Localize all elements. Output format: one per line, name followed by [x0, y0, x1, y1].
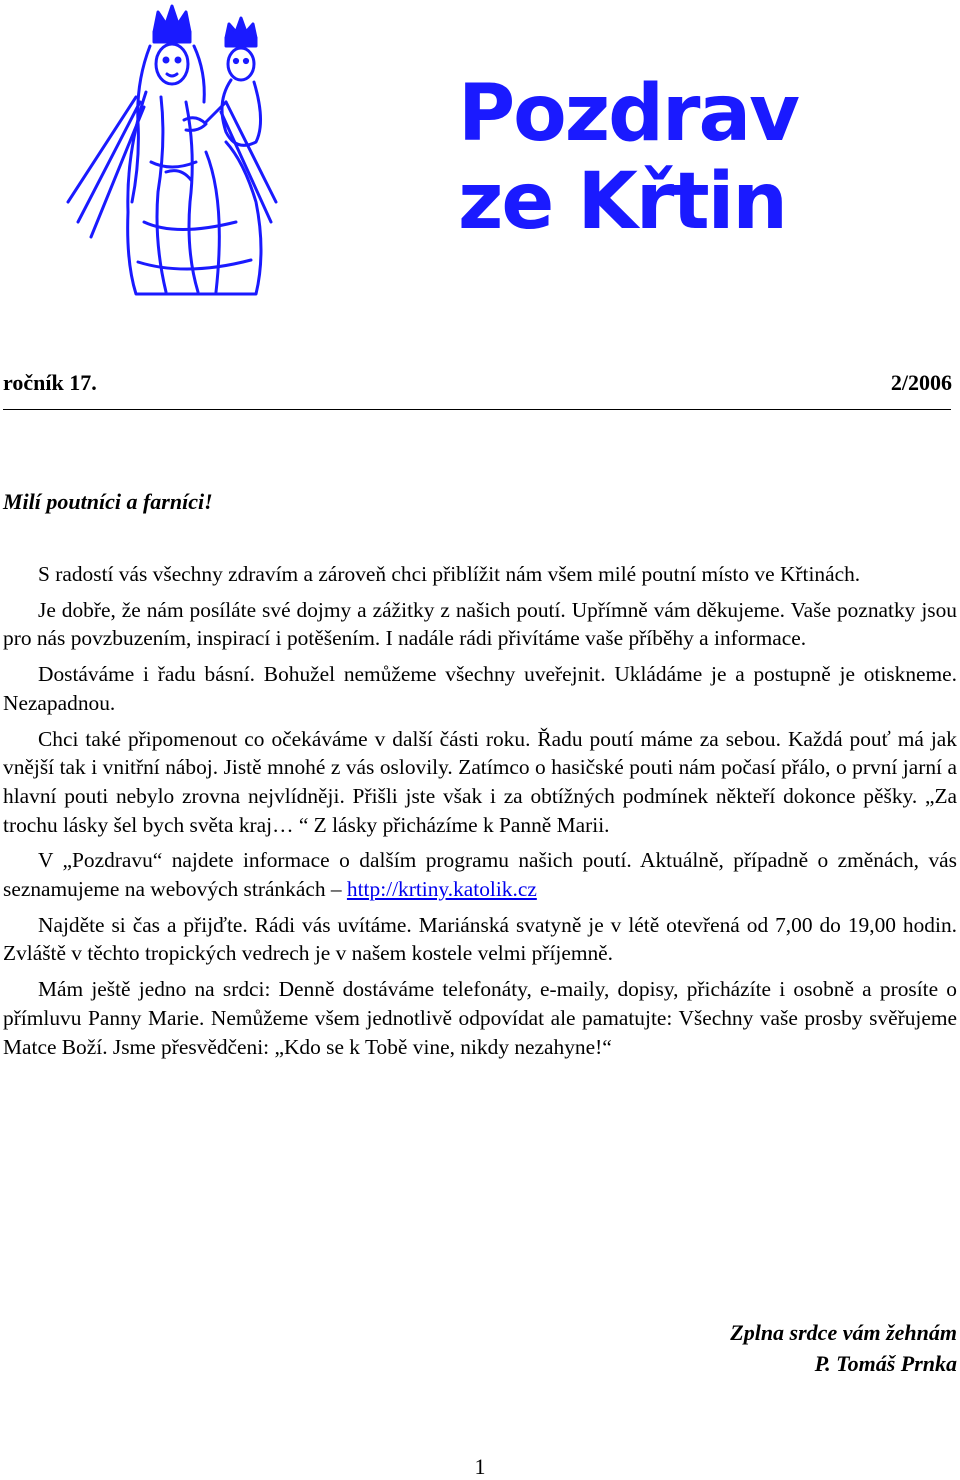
issue-volume: ročník 17.: [3, 370, 97, 395]
madonna-with-child-icon: [66, 2, 278, 300]
title-line-1: Pozdrav: [458, 69, 798, 159]
issue-number: 2/2006: [890, 370, 952, 395]
paragraph-7: Mám ještě jedno na srdci: Denně dostáváme telefonáty, e-maily, dopisy, přicházíte i osobně a prosíte o přímluvu Panny Marie. Nemůžeme všem jednotlivě odpovídat ale pamatujte: Všechny vaše prosby svěřujeme Matce Boží. Jsme přesvědčeni: „Kdo se k Tobě vine, nikdy nezahyne!“: [3, 977, 957, 1059]
paragraph-5-text: V „Pozdravu“ najdete informace o dalším programu našich poutí. Aktuálně, případně o změnách, vás seznamujeme na webových stránkách –: [3, 848, 957, 902]
paragraph-6: Najděte si čas a přijďte. Rádi vás uvítáme. Mariánská svatyně je v létě otevřená od 7,00 do 19,00 hodin. Zvláště v těchto tropických vedrech je v našem kostele velmi příjemně.: [3, 912, 957, 966]
website-link[interactable]: http://krtiny.katolik.cz: [346, 877, 537, 902]
paragraph-4: Chci také připomenout co očekáváme v další části roku. Řadu poutí máme za sebou. Každá pouť má jak vnější tak i vnitřní náboj. Jistě mnohé z vás oslovily. Zatímco o hasičské pouti nám počasí přálo, o první jarní a hlavní pouti nebylo zrovna nejvlídněji. Přišli jste však i za obtížných podmínek někteří dokonce pěšky. „Za trochu lásky šel bych světa kraj… “ Z lásky přicházíme k Panně Marii.: [3, 726, 957, 837]
paragraph-1: S radostí vás všechny zdravím a zároveň chci přiblížit nám všem milé poutní místo ve Křtinách.: [38, 562, 861, 586]
paragraph-2: Je dobře, že nám posíláte své dojmy a zážitky z našich poutí. Upřímně vám děkujeme. Vaše poznatky jsou pro nás povzbuzením, inspirací i potěšením. I nadále rádi přivítáme vaše příběhy a informace.: [3, 597, 957, 651]
paragraph-3: Dostáváme i řadu básní. Bohužel nemůžeme všechny uveřejnit. Ukládáme je a postupně je otiskneme. Nezapadnou.: [3, 662, 957, 715]
greeting: Milí poutníci a farníci!: [3, 489, 213, 514]
title-line-2: ze Křtin: [458, 157, 786, 247]
header-divider: [3, 409, 951, 410]
signature-line-1: Zplna srdce vám žehnám: [730, 1320, 957, 1345]
signature: [730, 1317, 957, 1379]
letter-body: [3, 560, 957, 1061]
signature-name: P. Tomáš Prnka: [814, 1351, 957, 1376]
page-number: 1: [474, 1454, 486, 1479]
newsletter-title: [458, 70, 798, 246]
paragraph-5: [3, 846, 957, 903]
